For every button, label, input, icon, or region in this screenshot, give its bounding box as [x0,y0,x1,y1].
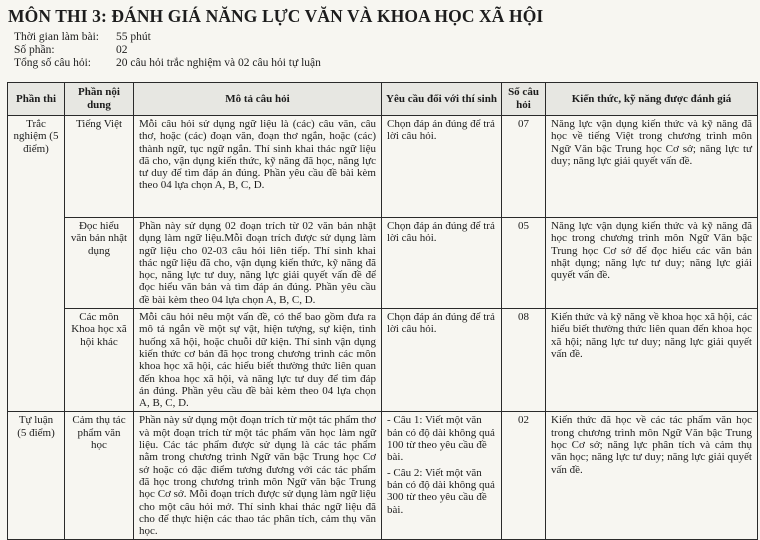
meta-label: Tổng số câu hỏi: [14,57,91,69]
meta-parts [14,44,128,56]
table-row [8,116,758,218]
description-cell: Mỗi câu hỏi sử dụng ngữ liệu là (các) câu văn, câu thơ, hoặc (các) đoạn văn, đoạn thơ ngắn, hoặc (các) thành ngữ, tục ngữ ngắn. Thí sinh khai thác ngữ liệu đã cho, vận dụng kiến thức, kỹ năng đã học, năng lực tư duy để tìm đáp án đúng. Phần yêu cầu đề bài kèm theo 04 lựa chọn A, B, C, D. [134,116,382,218]
skills-cell: Năng lực vận dụng kiến thức và kỹ năng đã học về tiếng Việt trong chương trình môn Ngữ Văn bậc Trung học Cơ sở; năng lực tư duy; năng lực giải quyết vấn đề. [546,116,758,218]
table-row [8,218,758,309]
meta-value: 55 phút [116,31,151,43]
description-cell: Mỗi câu hỏi nêu một vấn đề, có thể bao gồm đưa ra mô tả ngắn về một sự vật, hiện tượng, sự kiện, tình huống xã hội, hoặc chuỗi dữ kiện. Thí sinh vận dụng kiến thức cơ bản đã học trong chương trình các môn khoa học xã hội, các hiểu biết thường thức liên quan đến khoa học xã hội, và năng lực tư duy để tìm đáp án đúng. Phần yêu cầu đề bài kèm theo 04 lựa chọn A, B, C, D. [134,309,382,412]
count-cell: 07 [502,116,546,218]
meta-total [14,57,321,69]
page-title: MÔN THI 3: ĐÁNH GIÁ NĂNG LỰC VĂN VÀ KHOA HỌC XÃ HỘI [8,6,544,26]
header-section: Phần thi [8,83,65,116]
table-row [8,309,758,412]
header-requirement: Yêu cầu đối với thí sinh [382,83,502,116]
table-header-row [8,83,758,116]
header-content: Phần nội dung [65,83,134,116]
description-cell: Phần này sử dụng 02 đoạn trích từ 02 văn bản nhật dụng làm ngữ liệu.Mỗi đoạn trích được sử dụng làm ngữ liệu cho 02-03 câu hỏi liên tiếp. Thí sinh khai thác ngữ liệu đã cho, vận dụng kiến thức, kỹ năng đã học, năng lực tư duy, năng lực giải quyết vấn đề để đọc hiểu văn bản và tìm đáp án đúng. Phần yêu cầu đề bài kèm theo 04 lựa chọn A, B, C, D. [134,218,382,309]
meta-value: 20 câu hỏi trắc nghiệm và 02 câu hỏi tự luận [116,57,321,69]
meta-label: Số phần: [14,44,55,56]
skills-cell: Kiến thức đã học về các tác phẩm văn học trong chương trình môn Ngữ Văn bậc Trung học Cơ sở; năng lực phân tích và cảm thụ văn học; năng lực tư duy; năng lực giải quyết vấn đề. [546,412,758,540]
meta-duration [14,31,151,43]
count-cell: 02 [502,412,546,540]
requirement-item: - Câu 2: Viết một văn bản có độ dài không quá 300 từ theo yêu cầu đề bài. [387,466,495,516]
description-cell: Phần này sử dụng một đoạn trích từ một tác phẩm thơ và một đoạn trích từ một tác phẩm văn học làm ngữ liệu. Các tác phẩm được sử dụng là các tác phẩm nằm trong chương trình Ngữ văn bậc Trung học Cơ sở hoặc có đặc điểm tương đương với các tác phẩm đã học trong chương trình môn Ngữ văn bậc Trung học Cơ sở. Mỗi đoạn trích được sử dụng làm ngữ liệu cho một câu hỏi mở. Thí sinh khai thác ngữ liệu đã cho để thực hiện các thao tác phân tích, cảm thụ văn học. [134,412,382,540]
content-cell: Đọc hiểu văn bản nhật dụng [65,218,134,309]
content-cell: Các môn Khoa học xã hội khác [65,309,134,412]
meta-label: Thời gian làm bài: [14,31,99,43]
requirement-cell: Chọn đáp án đúng để trả lời câu hỏi. [382,218,502,309]
exam-structure-table [7,82,758,540]
section-cell: Tự luận (5 điểm) [8,412,65,540]
header-count: Số câu hỏi [502,83,546,116]
content-cell: Cảm thụ tác phẩm văn học [65,412,134,540]
requirement-item: - Câu 1: Viết một văn bản có độ dài không quá 100 từ theo yêu cầu đề bài. [387,414,495,464]
requirement-cell [382,412,502,540]
content-cell: Tiếng Việt [65,116,134,218]
meta-value: 02 [116,44,128,56]
count-cell: 08 [502,309,546,412]
header-description: Mô tả câu hỏi [134,83,382,116]
header-skills: Kiến thức, kỹ năng được đánh giá [546,83,758,116]
skills-cell: Năng lực vận dụng kiến thức và kỹ năng đã học trong chương trình môn Ngữ Văn bậc Trung học Cơ sở để đọc hiểu các văn bản nhật dụng; năng lực tư duy; năng lực giải quyết vấn đề. [546,218,758,309]
requirement-cell: Chọn đáp án đúng để trả lời câu hỏi. [382,309,502,412]
requirement-cell: Chọn đáp án đúng để trả lời câu hỏi. [382,116,502,218]
table-row [8,412,758,540]
section-cell: Trắc nghiệm (5 điểm) [8,116,65,412]
count-cell: 05 [502,218,546,309]
skills-cell: Kiến thức và kỹ năng về khoa học xã hội, các hiểu biết thường thức liên quan đến khoa học xã hội; năng lực tư duy; năng lực giải quyết vấn đề. [546,309,758,412]
